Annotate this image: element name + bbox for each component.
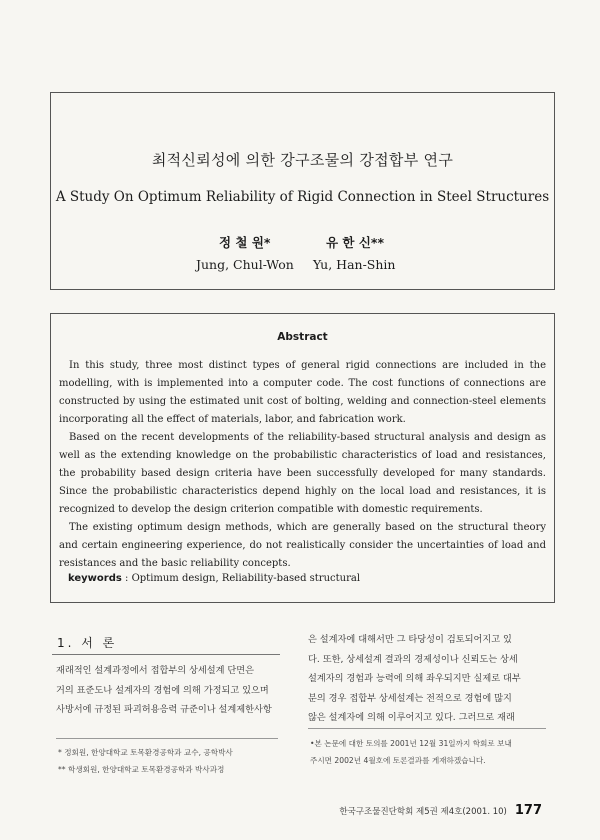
body-line: 분의 경우 접합부 상세설계는 전적으로 경험에 많지	[308, 692, 512, 704]
section-title: 1. 서 론	[57, 636, 118, 650]
author-1-romanized: Jung, Chul-Won	[196, 257, 294, 272]
author-1-korean: 정 철 원*	[219, 235, 271, 250]
abstract-paragraph: The existing optimum design methods, which are generally based on the structural theory and certain engineering experience, do not realistically consider the uncertainties of load and resistances and the basic reliability concepts.	[59, 522, 546, 569]
footnote-divider-left	[56, 738, 278, 739]
abstract-body	[59, 357, 546, 573]
keywords-line	[68, 573, 360, 584]
footnotes-left	[58, 744, 233, 778]
author-2-korean: 유 한 신**	[326, 235, 385, 250]
abstract-box	[50, 313, 555, 603]
body-line: 거의 표준도나 설계자의 경험에 의해 가정되고 있으며	[56, 684, 269, 696]
body-line: 재래적인 설계과정에서 접합부의 상세설계 단면은	[56, 665, 255, 676]
footnote-divider-right	[308, 728, 546, 729]
body-line: 다. 또한, 상세설계 결과의 경제성이나 신뢰도는 상세	[308, 653, 518, 665]
body-line: 않은 설계자에 의해 이루어지고 있다. 그러므로 재래	[308, 712, 515, 723]
page-number: 177	[514, 803, 542, 818]
body-line: 설계자의 경험과 능력에 의해 좌우되지만 실제로 대부	[308, 673, 521, 684]
journal-info: 한국구조물진단학회 제5권 제4호(2001. 10)	[339, 807, 507, 817]
footnote: •본 논문에 대한 토의를 2001년 12월 31일까지 학회로 보내	[310, 739, 512, 748]
footnote: * 정회원, 한양대학교 토목환경공학과 교수, 공학박사	[58, 748, 233, 757]
footnotes-right	[310, 735, 512, 769]
abstract-heading: Abstract	[277, 331, 328, 343]
body-line: 은 설계자에 대해서만 그 타당성이 검토되어지고 있	[308, 634, 512, 645]
left-column	[56, 661, 278, 720]
footnote: ** 학생회원, 한양대학교 토목환경공학과 박사과정	[58, 765, 225, 774]
abstract-paragraph: In this study, three most distinct types of general rigid connections are included in the modelling, with is implemented into a computer code. The cost functions of connections are constructed by using the estimated unit cost of bolting, welding and connection-steel elements incorporating all the effect of materials, labor, and fabrication work.	[59, 360, 546, 425]
abstract-paragraph: Based on the recent developments of the reliability-based structural analysis and design as well as the extending knowledge on the probabilistic characteristics of load and resistances, the probability based design criteria have been successfully developed for many standards. Since the probabilistic characteristics depend highly on the local load and resistances, it is recognized to develop the design criterion compatible with domestic requirements.	[59, 432, 546, 515]
body-line: 사방서에 규정된 파괴허용응력 규준이나 설계제한사항	[56, 704, 272, 715]
page-footer	[339, 803, 542, 818]
paper-title-korean: 최적신뢰성에 의한 강구조물의 강접합부 연구	[151, 151, 454, 169]
section-divider	[52, 654, 280, 655]
paper-title-english: A Study On Optimum Reliability of Rigid Connection in Steel Structures	[55, 189, 550, 205]
keywords-text: : Optimum design, Reliability-based structural	[121, 573, 361, 584]
title-box	[50, 92, 555, 290]
author-2-romanized: Yu, Han-Shin	[313, 257, 396, 272]
footnote: 주시면 2002년 4월호에 토론결과를 게재하겠습니다.	[310, 756, 486, 765]
keywords-label: keywords	[68, 573, 122, 584]
right-column	[308, 630, 546, 728]
